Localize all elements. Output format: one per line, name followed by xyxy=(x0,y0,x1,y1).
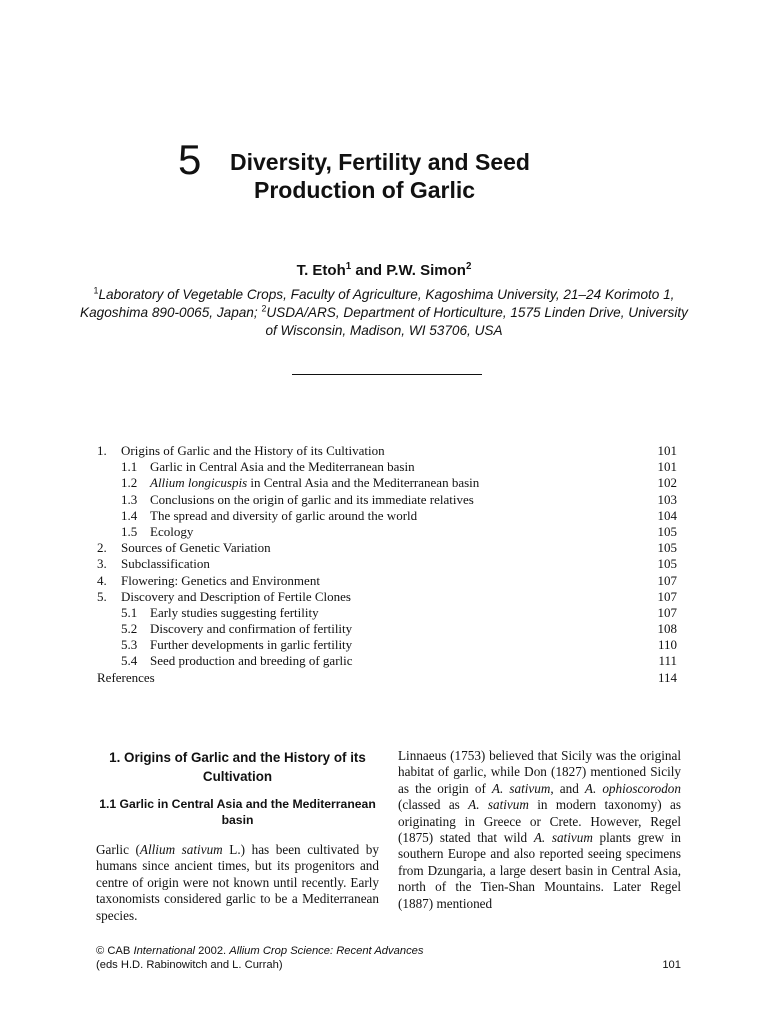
toc-entry-title xyxy=(150,653,353,669)
toc-entry xyxy=(97,621,677,637)
author-1-sup: 1 xyxy=(345,261,352,272)
toc-entry-title xyxy=(150,524,193,540)
toc-entry-page: 110 xyxy=(657,637,677,653)
italic-run: A. sativum xyxy=(468,797,529,813)
toc-entry-title-text: Discovery and Description of Fertile Clones xyxy=(121,588,351,604)
toc-entry xyxy=(97,443,677,459)
chapter-title-line2: Production of Garlic xyxy=(254,177,476,203)
toc-entry xyxy=(97,605,677,621)
column-left xyxy=(96,748,379,924)
toc-entry xyxy=(97,492,677,508)
toc-entry-number: 1.3 xyxy=(121,491,138,507)
toc-entry-page: 107 xyxy=(657,604,677,620)
text-run: (classed as xyxy=(398,797,469,813)
toc-entry xyxy=(97,556,677,572)
subsection-heading: 1.1 Garlic in Central Asia and the Mediterranean basin xyxy=(99,797,376,827)
divider-rule xyxy=(292,374,482,375)
toc-entry-page: 102 xyxy=(657,475,677,491)
copyright-text: © CAB xyxy=(96,945,134,957)
authors xyxy=(0,262,768,279)
affil-sup-2: 2 xyxy=(261,303,267,314)
toc-entry-number: 5. xyxy=(97,588,107,604)
toc-entry-title-text: Seed production and breeding of garlic xyxy=(150,653,353,669)
copyright-italic: International xyxy=(133,945,196,957)
toc-entry-title xyxy=(150,475,479,491)
toc-entry-title-text: in Central Asia and the Mediterranean basin xyxy=(247,475,480,491)
toc-entry-title-text: Origins of Garlic and the History of its Cultivation xyxy=(121,443,385,458)
footer-copyright xyxy=(96,944,681,958)
toc-entry xyxy=(97,475,677,491)
toc-entry-number: 5.2 xyxy=(121,621,138,637)
text-run: Garlic ( xyxy=(96,842,140,857)
toc-entry xyxy=(97,670,677,686)
toc-entry-title xyxy=(121,573,320,589)
toc-entry-number: 1.5 xyxy=(121,523,138,539)
table-of-contents xyxy=(97,443,677,686)
author-1: T. Etoh xyxy=(296,262,346,279)
toc-entry-title-text: References xyxy=(97,669,155,685)
chapter-title-line1: Diversity, Fertility and Seed xyxy=(230,149,530,175)
toc-entry-title-italic: Allium longicuspis xyxy=(150,475,248,491)
toc-entry-title-text: Sources of Genetic Variation xyxy=(121,540,271,556)
toc-entry-title xyxy=(97,670,155,686)
toc-entry-number: 1. xyxy=(97,443,107,458)
toc-entry-title xyxy=(150,508,417,524)
italic-run: A. sativum xyxy=(491,780,551,796)
toc-entry-number: 1.4 xyxy=(121,507,138,523)
toc-entry-page: 105 xyxy=(657,556,677,572)
copyright-year: 2002. xyxy=(195,945,230,957)
affil-sup-1: 1 xyxy=(93,285,99,296)
toc-entry-title xyxy=(121,589,351,605)
toc-entry-page: 101 xyxy=(657,443,677,458)
affiliations xyxy=(80,286,688,340)
text-run: L.) has been cultivated by humans since ancient times, but its progenitors and centre of origin were not known until recently. Early taxonomists considered garlic to be a Mediterranean species. xyxy=(96,842,379,923)
toc-entry-title-text: The spread and diversity of garlic around the world xyxy=(150,507,418,523)
toc-entry-title xyxy=(150,492,474,508)
toc-entry xyxy=(97,508,677,524)
author-2-sup: 2 xyxy=(465,261,472,272)
affil-part-2: USDA/ARS, Department of Horticulture, 1575 Linden Drive, University of Wisconsin, Madison, WI 53706, USA xyxy=(265,305,688,338)
authors-and: and xyxy=(351,262,387,279)
toc-entry-title xyxy=(150,605,319,621)
toc-entry-title xyxy=(121,540,271,556)
toc-entry-number: 5.3 xyxy=(121,637,138,653)
page-number: 101 xyxy=(662,959,681,971)
toc-entry xyxy=(97,573,677,589)
footer-editors: (eds H.D. Rabinowitch and L. Currah) xyxy=(96,959,283,971)
book-title: Allium Crop Science: Recent Advances xyxy=(229,945,424,957)
toc-entry-number: 1.2 xyxy=(121,475,138,491)
toc-entry xyxy=(97,524,677,540)
toc-entry-number: 5.4 xyxy=(121,653,138,669)
toc-entry-title xyxy=(150,459,415,475)
toc-entry-title xyxy=(150,637,352,653)
toc-entry-page: 107 xyxy=(657,572,677,588)
toc-entry-title-text: Flowering: Genetics and Environment xyxy=(121,572,320,588)
toc-entry-title-text: Conclusions on the origin of garlic and its immediate relatives xyxy=(150,491,474,507)
chapter-number: 5 xyxy=(178,136,202,183)
paragraph-right xyxy=(398,748,681,912)
text-run: plants grew in southern Europe and also reported seeing specimens from Dzungaria, a large desert basin in Central Asia, north of the Tien-Shan Mountains. Later Regel (1887) mentioned xyxy=(398,830,681,911)
affil-part-1: Laboratory of Vegetable Crops, Faculty of Agriculture, Kagoshima University, 21–24 Korimoto 1, Kagoshima 890-0065, Japan; xyxy=(80,287,675,320)
toc-entry xyxy=(97,589,677,605)
toc-entry-number: 5.1 xyxy=(121,604,138,620)
toc-entry-page: 103 xyxy=(657,491,677,507)
paragraph-left xyxy=(96,842,379,924)
toc-entry-number: 1.1 xyxy=(121,459,138,475)
toc-entry-number: 3. xyxy=(97,556,107,572)
toc-entry xyxy=(97,637,677,653)
italic-run: A. sativum xyxy=(533,830,593,846)
toc-entry-page: 108 xyxy=(657,621,677,637)
toc-entry-title-text: Further developments in garlic fertility xyxy=(150,637,353,653)
section-heading: 1. Origins of Garlic and the History of its Cultivation xyxy=(109,750,366,784)
toc-entry-title xyxy=(150,621,352,637)
text-run: Linnaeus (1753) believed that Sicily was the original habitat of garlic, while Don (1827) mentioned Sicily as the origin of xyxy=(398,748,681,796)
toc-entry xyxy=(97,540,677,556)
toc-entry-title-text: Early studies suggesting fertility xyxy=(150,604,319,620)
toc-entry-page: 107 xyxy=(657,588,677,604)
toc-entry-page: 101 xyxy=(657,459,677,475)
toc-entry xyxy=(97,653,677,669)
toc-entry-title xyxy=(121,443,385,459)
toc-entry-title-text: Subclassification xyxy=(121,556,210,572)
text-run: , and xyxy=(550,780,585,796)
toc-entry-title-text: Garlic in Central Asia and the Mediterranean basin xyxy=(150,459,415,475)
column-right xyxy=(398,748,681,912)
toc-entry-title-text: Discovery and confirmation of fertility xyxy=(150,621,353,637)
page-footer xyxy=(96,944,681,972)
toc-entry-number: 2. xyxy=(97,540,107,556)
toc-entry-page: 104 xyxy=(657,507,677,523)
toc-entry-page: 111 xyxy=(658,653,677,669)
toc-entry-page: 105 xyxy=(657,523,677,539)
toc-entry-page: 114 xyxy=(657,669,677,685)
toc-entry xyxy=(97,459,677,475)
author-2: P.W. Simon xyxy=(386,262,466,279)
toc-entry-title-text: Ecology xyxy=(150,523,194,539)
text-run: in modern taxonomy) as originating in Greece or Crete. However, Regel (1875) stated that wild xyxy=(398,797,681,846)
toc-entry-page: 105 xyxy=(657,540,677,556)
toc-entry-number: 4. xyxy=(97,572,107,588)
italic-run: A. ophioscorodon xyxy=(584,780,681,796)
toc-entry-title xyxy=(121,556,210,572)
italic-run: Allium sativum xyxy=(139,842,223,857)
